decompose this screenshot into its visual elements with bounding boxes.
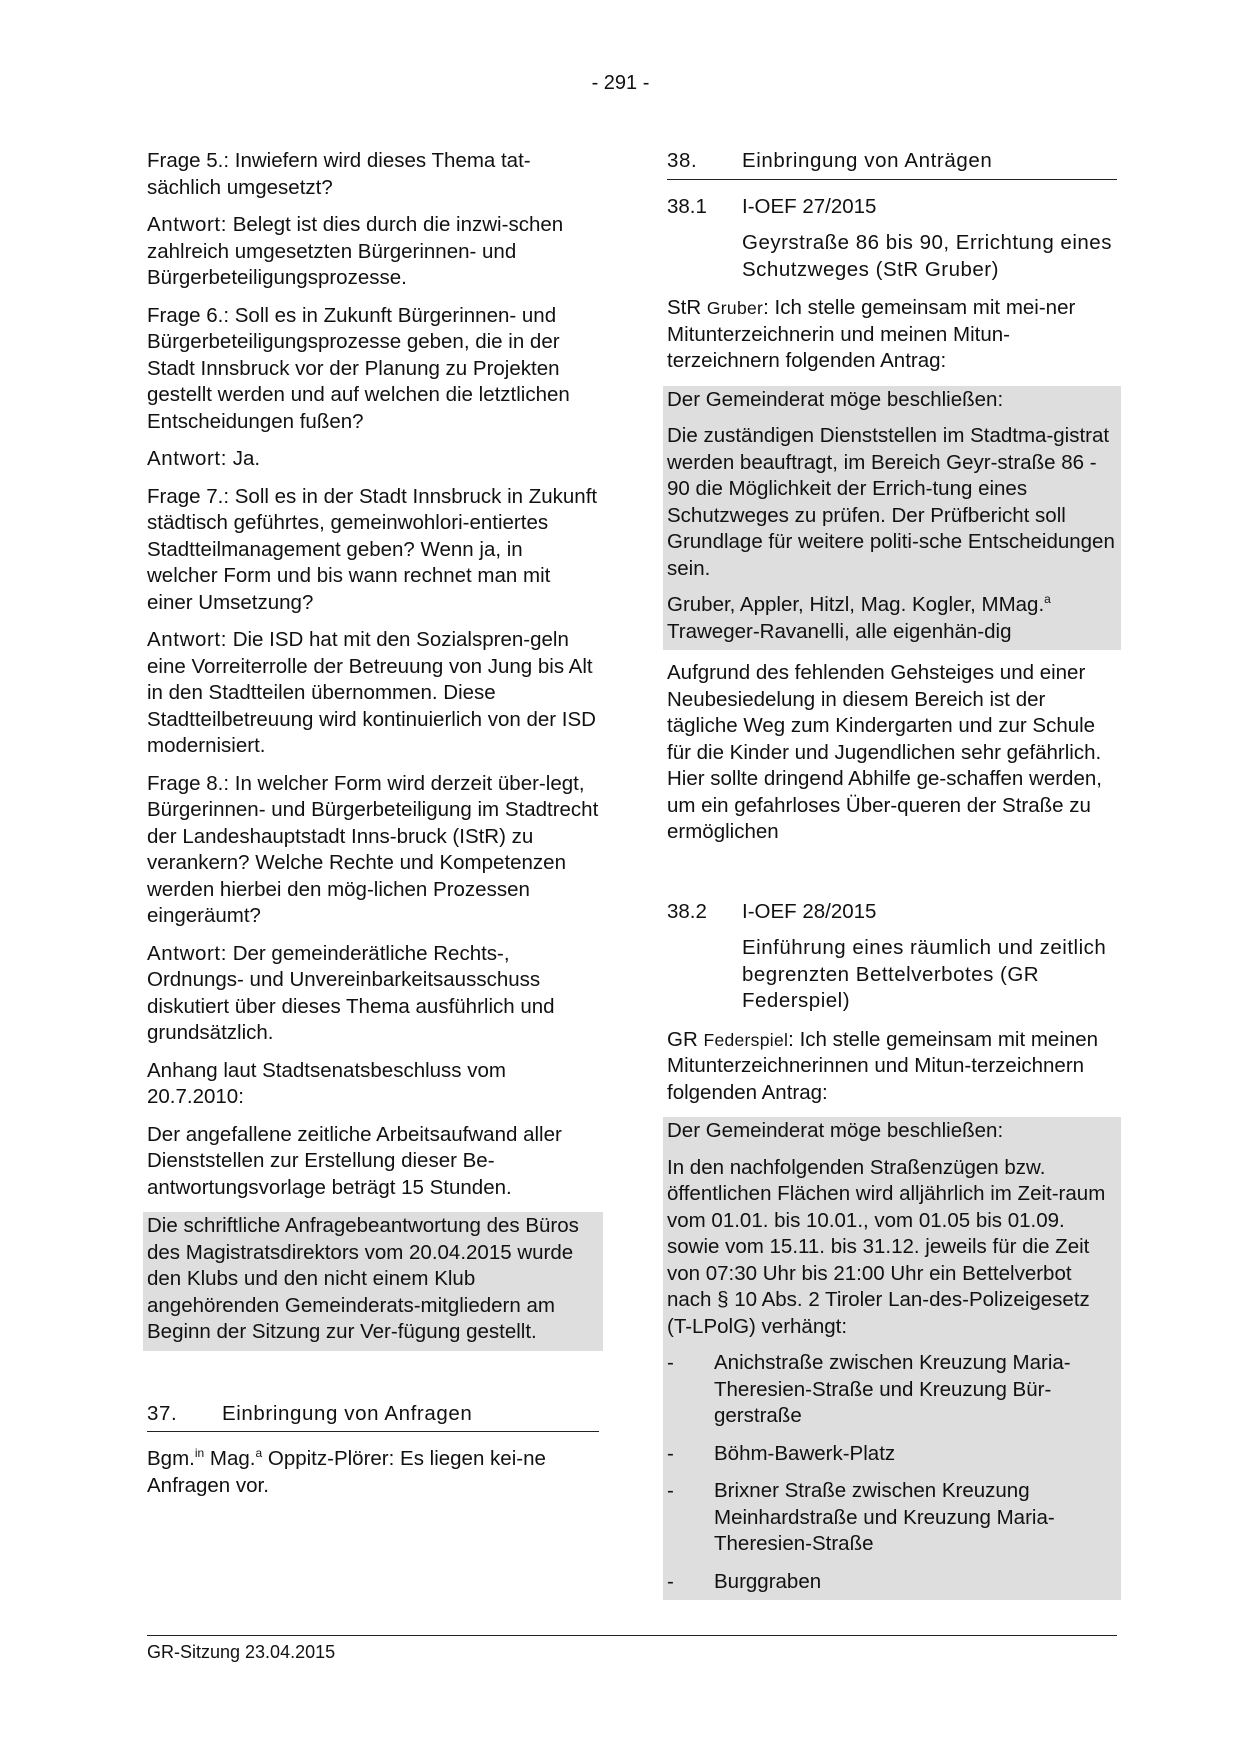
list-item: - Böhm-Bawerk-Platz bbox=[667, 1441, 896, 1465]
question-label: Frage 5.: bbox=[147, 149, 230, 172]
question-5 bbox=[147, 148, 599, 201]
motion-reason: Aufgrund des fehlenden Gehsteiges und einer Neubesiedelung in diesem Bereich ist der tägliche Weg zum Kindergarten und zur Schule für die Kinder und Jugendlichen sehr gefährlich. Hier sollte dringend Abhilfe ge-schaffen werden, um ein gefahrloses Über-queren der Straße zu ermöglichen bbox=[667, 661, 1102, 843]
section-title: Einbringung von Anfragen bbox=[222, 1401, 473, 1425]
list-item: - Anichstraße zwischen Kreuzung Maria-Theresien-Straße und Kreuzung Bür-gerstraße bbox=[667, 1351, 1071, 1427]
question-text: Soll es in Zukunft Bürgerinnen- und Bürgerbeteiligungsprozesse geben, die in der Stadt Innsbruck vor der Planung zu Projekten gestellt werden und auf welchen die letztlichen Entscheidungen fußen? bbox=[147, 303, 570, 433]
list-item: - Brixner Straße zwischen Kreuzung Meinhardstraße und Kreuzung Maria-Theresien-Straße bbox=[667, 1479, 1055, 1555]
section-number: 38. bbox=[667, 149, 698, 172]
resolution-body: Die zuständigen Dienststellen im Stadtma-gistrat werden beauftragt, im Bereich Geyr-straße 86 - 90 die Möglichkeit der Errich-tung eines Schutzweges zu prüfen. Der Prüfbericht soll Grundlage für weitere politi-sche Entscheidungen sein. bbox=[667, 424, 1115, 580]
section-heading-38 bbox=[667, 148, 1117, 180]
section-title: Einbringung von Anträgen bbox=[742, 149, 993, 172]
answer-text: Belegt ist dies durch die inzwi-schen zahlreich umgesetzten Bürgerinnen- und Bürgerbeteiligungsprozesse. bbox=[147, 213, 564, 289]
subsection-id: I-OEF 28/2015 bbox=[742, 899, 877, 923]
answer-label: Antwort: bbox=[147, 447, 227, 470]
bgm-statement: Bgm.$^{in}$ Mag.$^a$ Oppitz-Plörer: Es liegen kei-ne Anfragen vor. bbox=[147, 1446, 546, 1497]
aufwand-paragraph: Der angefallene zeitliche Arbeitsaufwand aller Dienststellen zur Erstellung dieser Be-antwortungsvorlage beträgt 15 Stunden. bbox=[147, 1122, 562, 1199]
subsection-38-1 bbox=[667, 194, 1117, 221]
question-label: Frage 6.: bbox=[147, 303, 230, 327]
subsection-number: 38.1 bbox=[667, 194, 707, 218]
answer-label: Antwort: bbox=[147, 941, 227, 965]
question-text: In welcher Form wird derzeit über-legt, Bürgerinnen- und Bürgerbeteiligung im Stadtrecht der Landeshauptstadt Inns-bruck (IStR) zu verankern? Welche Rechte und Kompetenzen werden hierbei den mög-lichen Prozessen eingeräumt? bbox=[147, 771, 599, 927]
page-number: - 291 - bbox=[591, 72, 650, 94]
subsection-number: 38.2 bbox=[667, 899, 707, 923]
motion-box bbox=[663, 1117, 1121, 1600]
resolution-line: Der Gemeinderat möge beschließen: bbox=[667, 1119, 1004, 1142]
right-column bbox=[667, 148, 1117, 1600]
subsection-38-2 bbox=[667, 899, 1117, 926]
question-text: Soll es in der Stadt Innsbruck in Zukunft städtisch geführtes, gemeinwohlori-entiertes Stadtteilmanagement geben? Wenn ja, in welcher Form und bis wann rechnet man mit einer Umsetzung? bbox=[147, 484, 598, 614]
anhang-paragraph: Anhang laut Stadtsenatsbeschluss vom 20.7.2010: bbox=[147, 1058, 506, 1108]
answer-5 bbox=[147, 212, 599, 292]
answer-7 bbox=[147, 627, 599, 760]
motion-intro: StR Gruber: Ich stelle gemeinsam mit mei-ner Mitunterzeichnerin und meinen Mitun-terzeichnern folgenden Antrag: bbox=[667, 296, 1076, 372]
answer-text: Ja. bbox=[232, 447, 261, 470]
subsection-title: Geyrstraße 86 bis 90, Errichtung eines Schutzweges (StR Gruber) bbox=[742, 231, 1112, 281]
answer-8 bbox=[147, 941, 599, 1047]
answer-text: Der gemeinderätliche Rechts-, Ordnungs- und Unvereinbarkeitsausschuss diskutiert über dieses Thema ausführlich und grundsätzlich. bbox=[147, 941, 555, 1044]
question-label: Frage 8.: bbox=[147, 771, 230, 795]
section-heading-37 bbox=[147, 1401, 599, 1433]
subsection-id: I-OEF 27/2015 bbox=[742, 194, 877, 218]
shaded-note-text: Die schriftliche Anfragebeantwortung des Büros des Magistratsdirektors vom 20.04.2015 wurde den Klubs und den nicht einem Klub angehörenden Gemeinderats-mitgliedern am Beginn der Sitzung zur Ver-fügung gestellt. bbox=[147, 1214, 579, 1343]
signers: Gruber, Appler, Hitzl, Mag. Kogler, MMag.$^a$ Traweger-Ravanelli, alle eigenhän-dig bbox=[667, 592, 1051, 643]
list-item: - Burggraben bbox=[667, 1569, 822, 1593]
answer-text: Die ISD hat mit den Sozialspren-geln eine Vorreiterrolle der Betreuung von Jung bis Alt in den Stadtteilen übernommen. Diese Stadtteilbetreuung wird kontinuierlich von der ISD modernisiert. bbox=[147, 628, 596, 757]
page-footer: GR-Sitzung 23.04.2015 bbox=[147, 1635, 1117, 1663]
question-8 bbox=[147, 771, 599, 930]
left-column bbox=[147, 148, 599, 1510]
motion-intro: GR Federspiel: Ich stelle gemeinsam mit meinen Mitunterzeichnerinnen und Mitun-terzeichnern folgenden Antrag: bbox=[667, 1027, 1099, 1104]
resolution-line: Der Gemeinderat möge beschließen: bbox=[667, 387, 1004, 411]
answer-label: Antwort: bbox=[147, 213, 227, 236]
shaded-note-box bbox=[143, 1212, 603, 1351]
question-text: Inwiefern wird dieses Thema tat-sächlich umgesetzt? bbox=[147, 149, 531, 199]
section-number: 37. bbox=[147, 1401, 178, 1425]
subsection-title: Einführung eines räumlich und zeitlich begrenzten Bettelverbotes (GR Federspiel) bbox=[742, 936, 1107, 1012]
answer-6 bbox=[147, 446, 599, 473]
question-label: Frage 7.: bbox=[147, 484, 230, 508]
question-7 bbox=[147, 484, 599, 617]
answer-label: Antwort: bbox=[147, 628, 227, 651]
motion-box bbox=[663, 386, 1121, 651]
resolution-body: In den nachfolgenden Straßenzügen bzw. öffentlichen Flächen wird alljährlich im Zeit-raum vom 01.01. bis 10.01., vom 01.05 bis 01.09. sowie vom 15.11. bis 31.12. jeweils für die Zeit von 07:30 Uhr bis 21:00 Uhr ein Bettelverbot nach § 10 Abs. 2 Tiroler Lan-des-Polizeigesetz (T-LPolG) verhängt: bbox=[667, 1155, 1106, 1338]
question-6 bbox=[147, 303, 599, 436]
